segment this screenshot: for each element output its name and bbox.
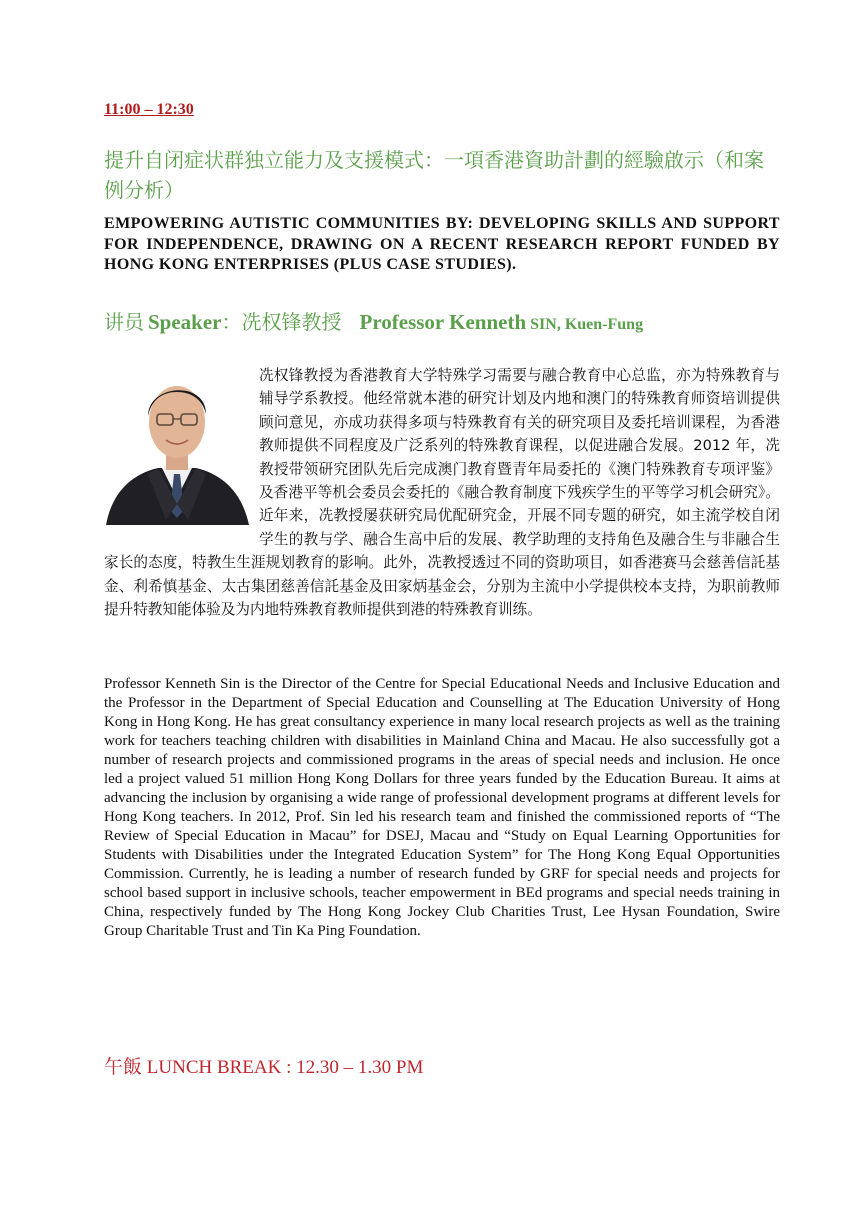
speaker-portrait-image [104, 370, 249, 525]
speaker-name-chinese: 冼权锋教授 [241, 310, 342, 334]
lunch-break [104, 1052, 423, 1079]
speaker-bio-chinese-text: 冼权锋教授为香港教育大学特殊学习需要与融合教育中心总监，亦为特殊教育与辅导学系教授。他经常就本港的研究计划及内地和澳门的特殊教育师资培训提供顾问意见，亦成功获得多项与特殊教育有关的研究项目及委托培训课程，为香港教师提供不同程度及广泛系列的特殊教育课程，以促进融合发展。2012 年，冼教授带领研究团队先后完成澳门教育暨青年局委托的《澳门特殊教育专项评鉴》及香港平等机会委员会委托的《融合教育制度下残疾学生的平等学习机会研究》。近年来，冼教授屡获研究局优配研究金，开展不同专题的研究，如主流学校自闭学生的教与学、融合生高中后的发展、教学助理的支持角色及融合生与非融合生家长的态度，特教生生涯规划教育的影响。此外，冼教授透过不同的资助项目，如香港赛马会慈善信託基金、利希慎基金、太古集团慈善信託基金及田家炳基金会，分别为主流中小学提供校本支持，为职前教师提升特教知能体验及为内地特殊教育教师提供到港的特殊教育训练。 [104, 367, 780, 619]
speaker-colon: ： [221, 310, 242, 334]
speaker-photo [104, 370, 249, 525]
speaker-name-english-large: Professor Kenneth [359, 310, 527, 334]
speaker-label-english: Speaker [148, 310, 222, 334]
lunch-time: 12.30 – 1.30 PM [296, 1057, 424, 1078]
lunch-label-chinese: 午飯 [104, 1056, 143, 1078]
session-title-english: EMPOWERING AUTISTIC COMMUNITIES BY: DEVELOPING SKILLS AND SUPPORT FOR INDEPENDENCE, DRAWING ON A RECENT RESEARCH REPORT FUNDED BY HONG KONG ENTERPRISES (PLUS CASE STUDIES). [104, 215, 780, 273]
session-time: 11:00 – 12:30 [104, 101, 194, 118]
speaker-name-english-small: SIN, Kuen-Fung [530, 316, 644, 333]
speaker-heading [104, 306, 780, 335]
session-title-chinese: 提升自闭症状群独立能力及支援模式：一項香港資助計劃的經驗啟示（和案例分析） [104, 148, 764, 202]
speaker-bio-english: Professor Kenneth Sin is the Director of the Centre for Special Educational Needs and Inclusive Education and the Professor in the Department of Special Education and Counselling at The Education University of Hong Kong in Hong Kong. He has great consultancy experience in many local research projects as well as the training work for teachers teaching children with disabilities in Mainland China and Macau. He also successfully got a number of research projects and commissioned programs in the areas of special needs and inclusion. He once led a project valued 51 million Hong Kong Dollars for three years funded by the Education Bureau. It aims at advancing the inclusion by organising a wide range of professional development programs at different levels for Hong Kong teachers. In 2012, Prof. Sin led his research team and finished the commissioned reports of “The Review of Special Education in Macau” for DSEJ, Macau and “Study on Equal Learning Opportunities for Students with Disabilities under the Integrated Education System” for The Hong Kong Equal Opportunities Commission. Currently, he is leading a number of research funded by GRF for special needs and projects for school based support in inclusive schools, teacher empowerment in BEd programs and special needs training in China, respectively funded by The Hong Kong Jockey Club Charities Trust, Lee Hysan Foundation, Swire Group Charitable Trust and Tin Ka Ping Foundation. [104, 676, 780, 939]
speaker-label-chinese: 讲员 [104, 310, 144, 334]
lunch-label-english: LUNCH BREAK : [146, 1057, 292, 1078]
